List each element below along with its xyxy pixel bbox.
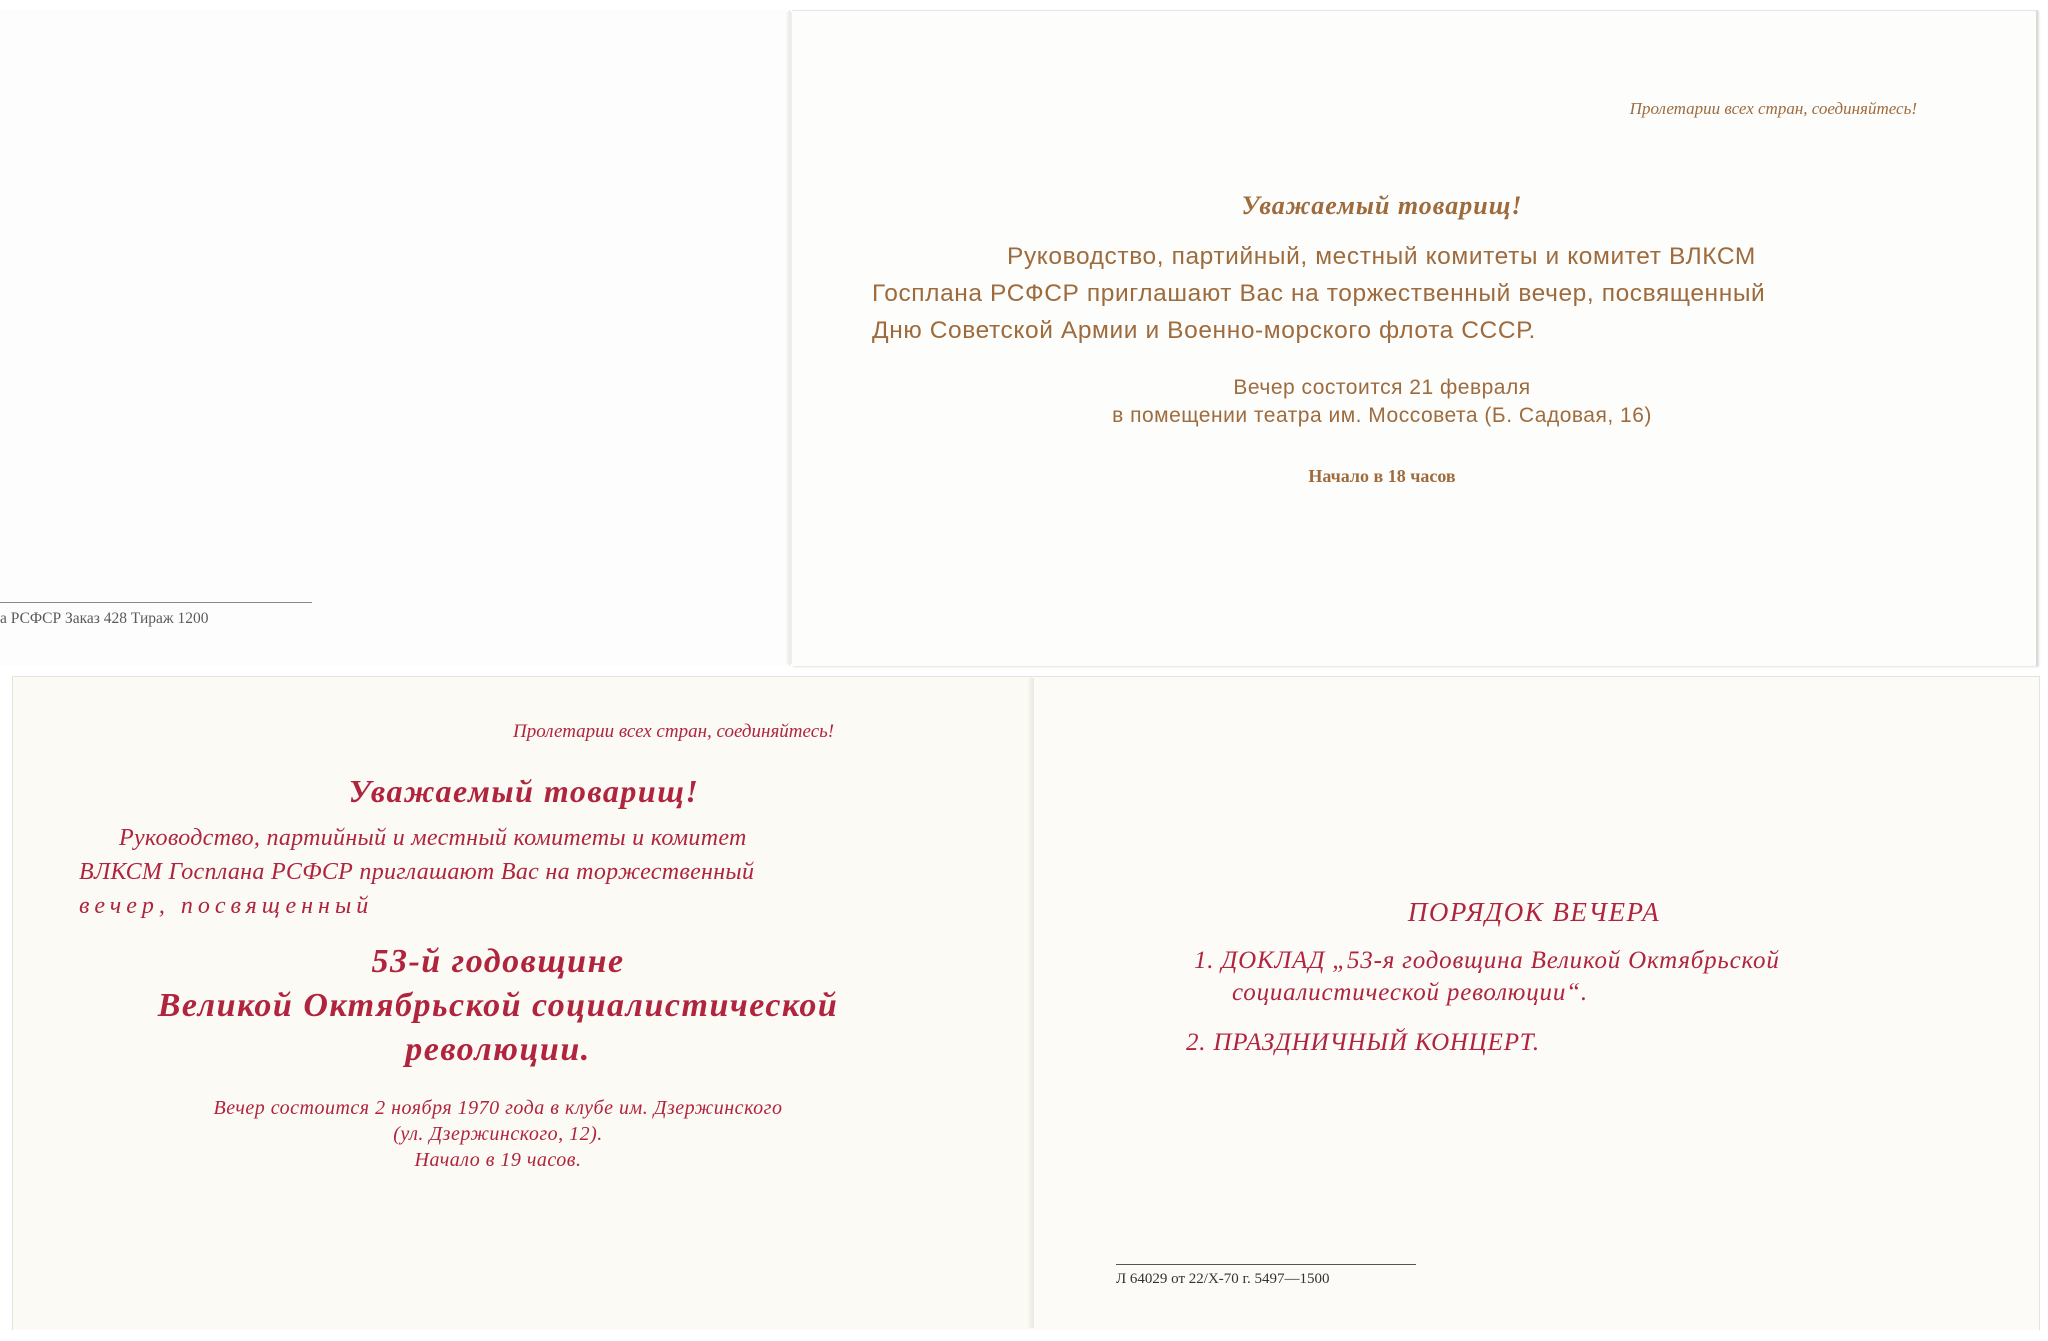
top-card-time-line: Вечер состоится 21 февраля — [1233, 376, 1531, 399]
bottom-card-start-time: Начало в 19 часов. — [414, 1149, 582, 1171]
bottom-card-occasion-line: революции. — [405, 1031, 591, 1068]
bottom-card-motto: Пролетарии всех стран, соединяйтесь! — [513, 721, 835, 742]
program-item-2: 2. ПРАЗДНИЧНЫЙ КОНЦЕРТ. — [1186, 1029, 1540, 1056]
bottom-card-occasion-line: Великой Октябрьской социалистической — [157, 987, 839, 1024]
top-card-imprint: а РСФСР Заказ 428 Тираж 1200 — [0, 610, 209, 627]
bottom-card-time-line: Вечер состоится 2 ноября 1970 года в клубе им. Дзержинского — [213, 1097, 783, 1119]
top-card-greeting: Уважаемый товарищ! — [1241, 191, 1523, 220]
bottom-card-body-line: ВЛКСМ Госплана РСФСР приглашают Вас на торжественный — [79, 859, 755, 885]
program-title: ПОРЯДОК ВЕЧЕРА — [1407, 897, 1661, 927]
top-card-body-line: Руководство, партийный, местный комитеты и комитет ВЛКСМ — [1007, 243, 1756, 270]
top-card-motto: Пролетарии всех стран, соединяйтесь! — [1629, 99, 1917, 118]
top-card-place-line: в помещении театра им. Моссовета (Б. Садовая, 16) — [1112, 404, 1652, 427]
program-item-1: 1. ДОКЛАД „53-я годовщина Великой Октябрьской — [1194, 947, 1780, 974]
top-card-back-panel — [0, 10, 790, 666]
top-card-invitation-panel — [792, 10, 2038, 666]
program-item-1-continuation: социалистической революции“. — [1232, 979, 1588, 1006]
bottom-card-invitation-panel — [12, 676, 1034, 1330]
bottom-card-body-line: Руководство, партийный и местный комитеты и комитет — [119, 825, 747, 851]
bottom-card-address-line: (ул. Дзержинского, 12). — [393, 1123, 603, 1145]
imprint-divider — [0, 602, 312, 603]
top-card-body-line: Дню Советской Армии и Военно-морского флота СССР. — [872, 317, 1536, 344]
imprint-divider — [1116, 1264, 1416, 1265]
bottom-card-occasion-line: 53-й годовщине — [371, 943, 625, 980]
bottom-card-body-line: вечер, посвященный — [79, 893, 374, 919]
top-card-body-line: Госплана РСФСР приглашают Вас на торжественный вечер, посвященный — [872, 280, 1766, 307]
bottom-card-program-panel — [1034, 676, 2040, 1330]
top-card-start-time: Начало в 18 часов — [1308, 466, 1456, 486]
bottom-card-imprint: Л 64029 от 22/X-70 г. 5497—1500 — [1116, 1271, 1330, 1287]
bottom-card-greeting: Уважаемый товарищ! — [348, 773, 700, 809]
